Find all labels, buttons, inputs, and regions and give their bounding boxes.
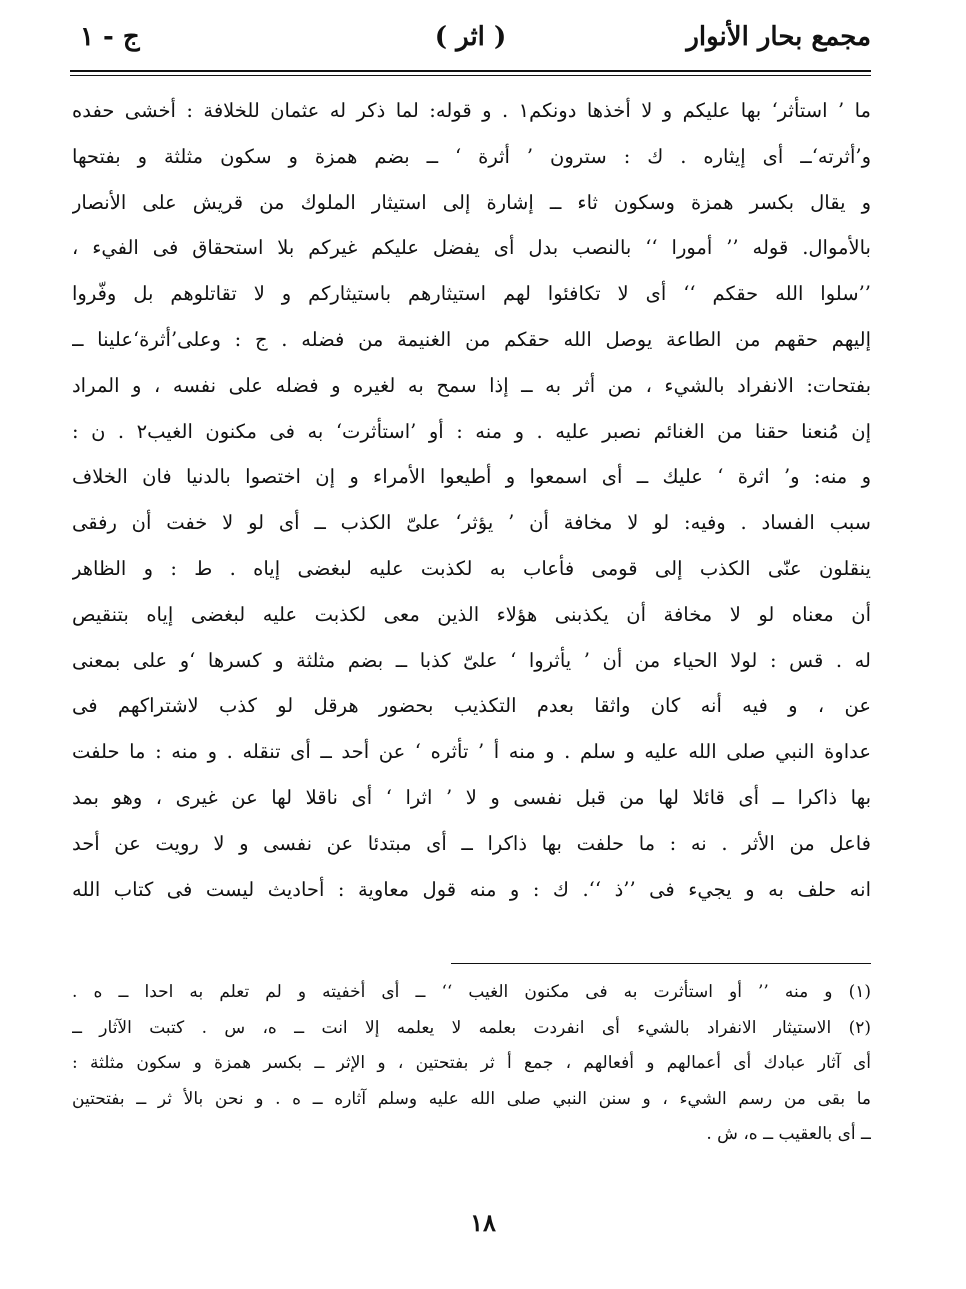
text-line: ما ’ استأثر‘ بها عليكم و لا أخذها دونكم١ . و قوله: لما ذكر له عثمان للخلافة : أخشى حفده — [72, 99, 871, 122]
text-line: له . قس : لولا الحياء من أن ’ يأثروا ‘ علىّ كذبا ــ بضم مثلثة و كسرها ‘و على بمعنى — [72, 648, 871, 672]
footnote-line: ــ أى بالعقيب ــ ه، ش . — [706, 1124, 871, 1144]
footnote-line: (١) و منه ’’ أو استأثرت به فى مكنون الغيب ‘‘ ــ أى أخفيته و لم تعلم به احدا ــ ه . — [72, 982, 871, 1002]
text-line: بها ذاكرا ــ أى قائلا لها من قبل نفسى و لا ’ اثرا ‘ أى ناقلا لها عن غيرى ، وهو بمد — [72, 785, 871, 809]
text-line: فاعل من الأثر . نه : ما حلفت بها ذاكرا ــ أى مبتدئا عن نفسى و لا رويت عن أحد — [72, 831, 871, 855]
text-line: عن ، و فيه أنه كان واثقا بعدم التكذيب بحضور هرقل لو كذب لاشتراكهم فى — [72, 694, 871, 718]
text-line: أن معناه لو لا مخافة أن يكذبنى هؤلاء الذين معى لكذبت عليه لبغضى إياه بتنقيص — [72, 602, 871, 626]
text-line: و يقال بكسر همزة وسكون ثاء ــ إشارة إلى استيثار الملوك من قريش على الأنصار — [72, 190, 871, 214]
text-line: سبب الفساد . وفيه: لو لا مخافة أن ’ يؤثر‘ علىّ الكذب ــ أى لو لا خفت أن رفقى — [72, 511, 871, 535]
footnote-line: ما بقى من رسم الشيء ، و سنن النبي صلى الله عليه وسلم آثاره ــ ه . و نحن بالأ ثر ــ بفتحتين — [72, 1088, 871, 1109]
text-line: ’’سلوا الله حقكم ‘‘ أى لا تكافئوا لهم استيثارهم باستيثاركم و لا تقاتلوهم بل وفّروا — [72, 282, 871, 306]
footnotes — [72, 975, 871, 1153]
text-line: إن مُنعنا حقنا من الغنائم نصبر عليه . و منه : أو ’استأثرت‘ به فى مكنون الغيب٢ . ن : — [72, 419, 871, 443]
text-line: بالأموال. قوله ’’ أمورا ‘‘ بالنصب بدل أى يفضل عليكم غيركم بلا استحقاق فى الفيء ، — [72, 236, 871, 260]
text-line: و منه: و’ اثرة ‘ عليك ــ أى اسمعوا و أطيعوا الأمراء و إن اختصوا بالدنيا فان الخلاف — [72, 465, 871, 489]
text-line: و’أثرته‘ــ أى إيثاره . ك : سترون ’ أثرة ‘ ــ بضم همزة و سكون مثلثة و بفتحها — [72, 144, 871, 168]
text-line: بفتحات: الانفراد بالشيء ، من أثر به ــ إذا سمح به لغيره و فضله على نفسه ، و المراد — [72, 373, 871, 397]
text-line: إليهم حقهم من الطاعة يوصل الله حقكم من الغنيمة من فضله . ج : وعلى’أثرة‘علينا ــ — [72, 327, 871, 351]
text-line: انه حلف به و يجيء فى ’’ذ ‘‘. ك : و منه قول معاوية : أحاديث ليست فى كتاب الله — [72, 877, 871, 901]
page-header — [70, 16, 871, 68]
text-line: ينقلون عنّى الكذب إلى قومى فأعاب به لكذبت عليه لبغضى إياه . ط : و الظاهر — [72, 556, 871, 580]
footnote-separator — [451, 963, 871, 964]
book-title: مجمع بحار الأنوار — [686, 22, 871, 52]
text-line: عداوة النبي صلى الله عليه و سلم . و منه أ ’ تأثره ‘ عن أحد ــ أى تنقله . و منه : ما حلفت — [72, 740, 871, 764]
footnote-line: أى آثار عبادك أى أعمالهم و أفعالهم ، جمع أ ثر بفتحتين ، و الإثر ــ بكسر همزة و سكون مثلثة : — [72, 1053, 871, 1073]
header-rule-thin — [70, 75, 871, 76]
header-rule-thick — [70, 70, 871, 72]
entry-keyword: ( اثر ) — [434, 22, 507, 52]
main-text — [72, 88, 871, 912]
page-number: ١٨ — [470, 1208, 496, 1237]
volume-number: ج - ١ — [80, 22, 140, 52]
footnote-line: (٢) الاستيثار الانفراد بالشيء أى انفردت بعلمه لا يعلمه إلا انت ــ ه، س . كتبت الآثار ــ — [72, 1017, 871, 1038]
